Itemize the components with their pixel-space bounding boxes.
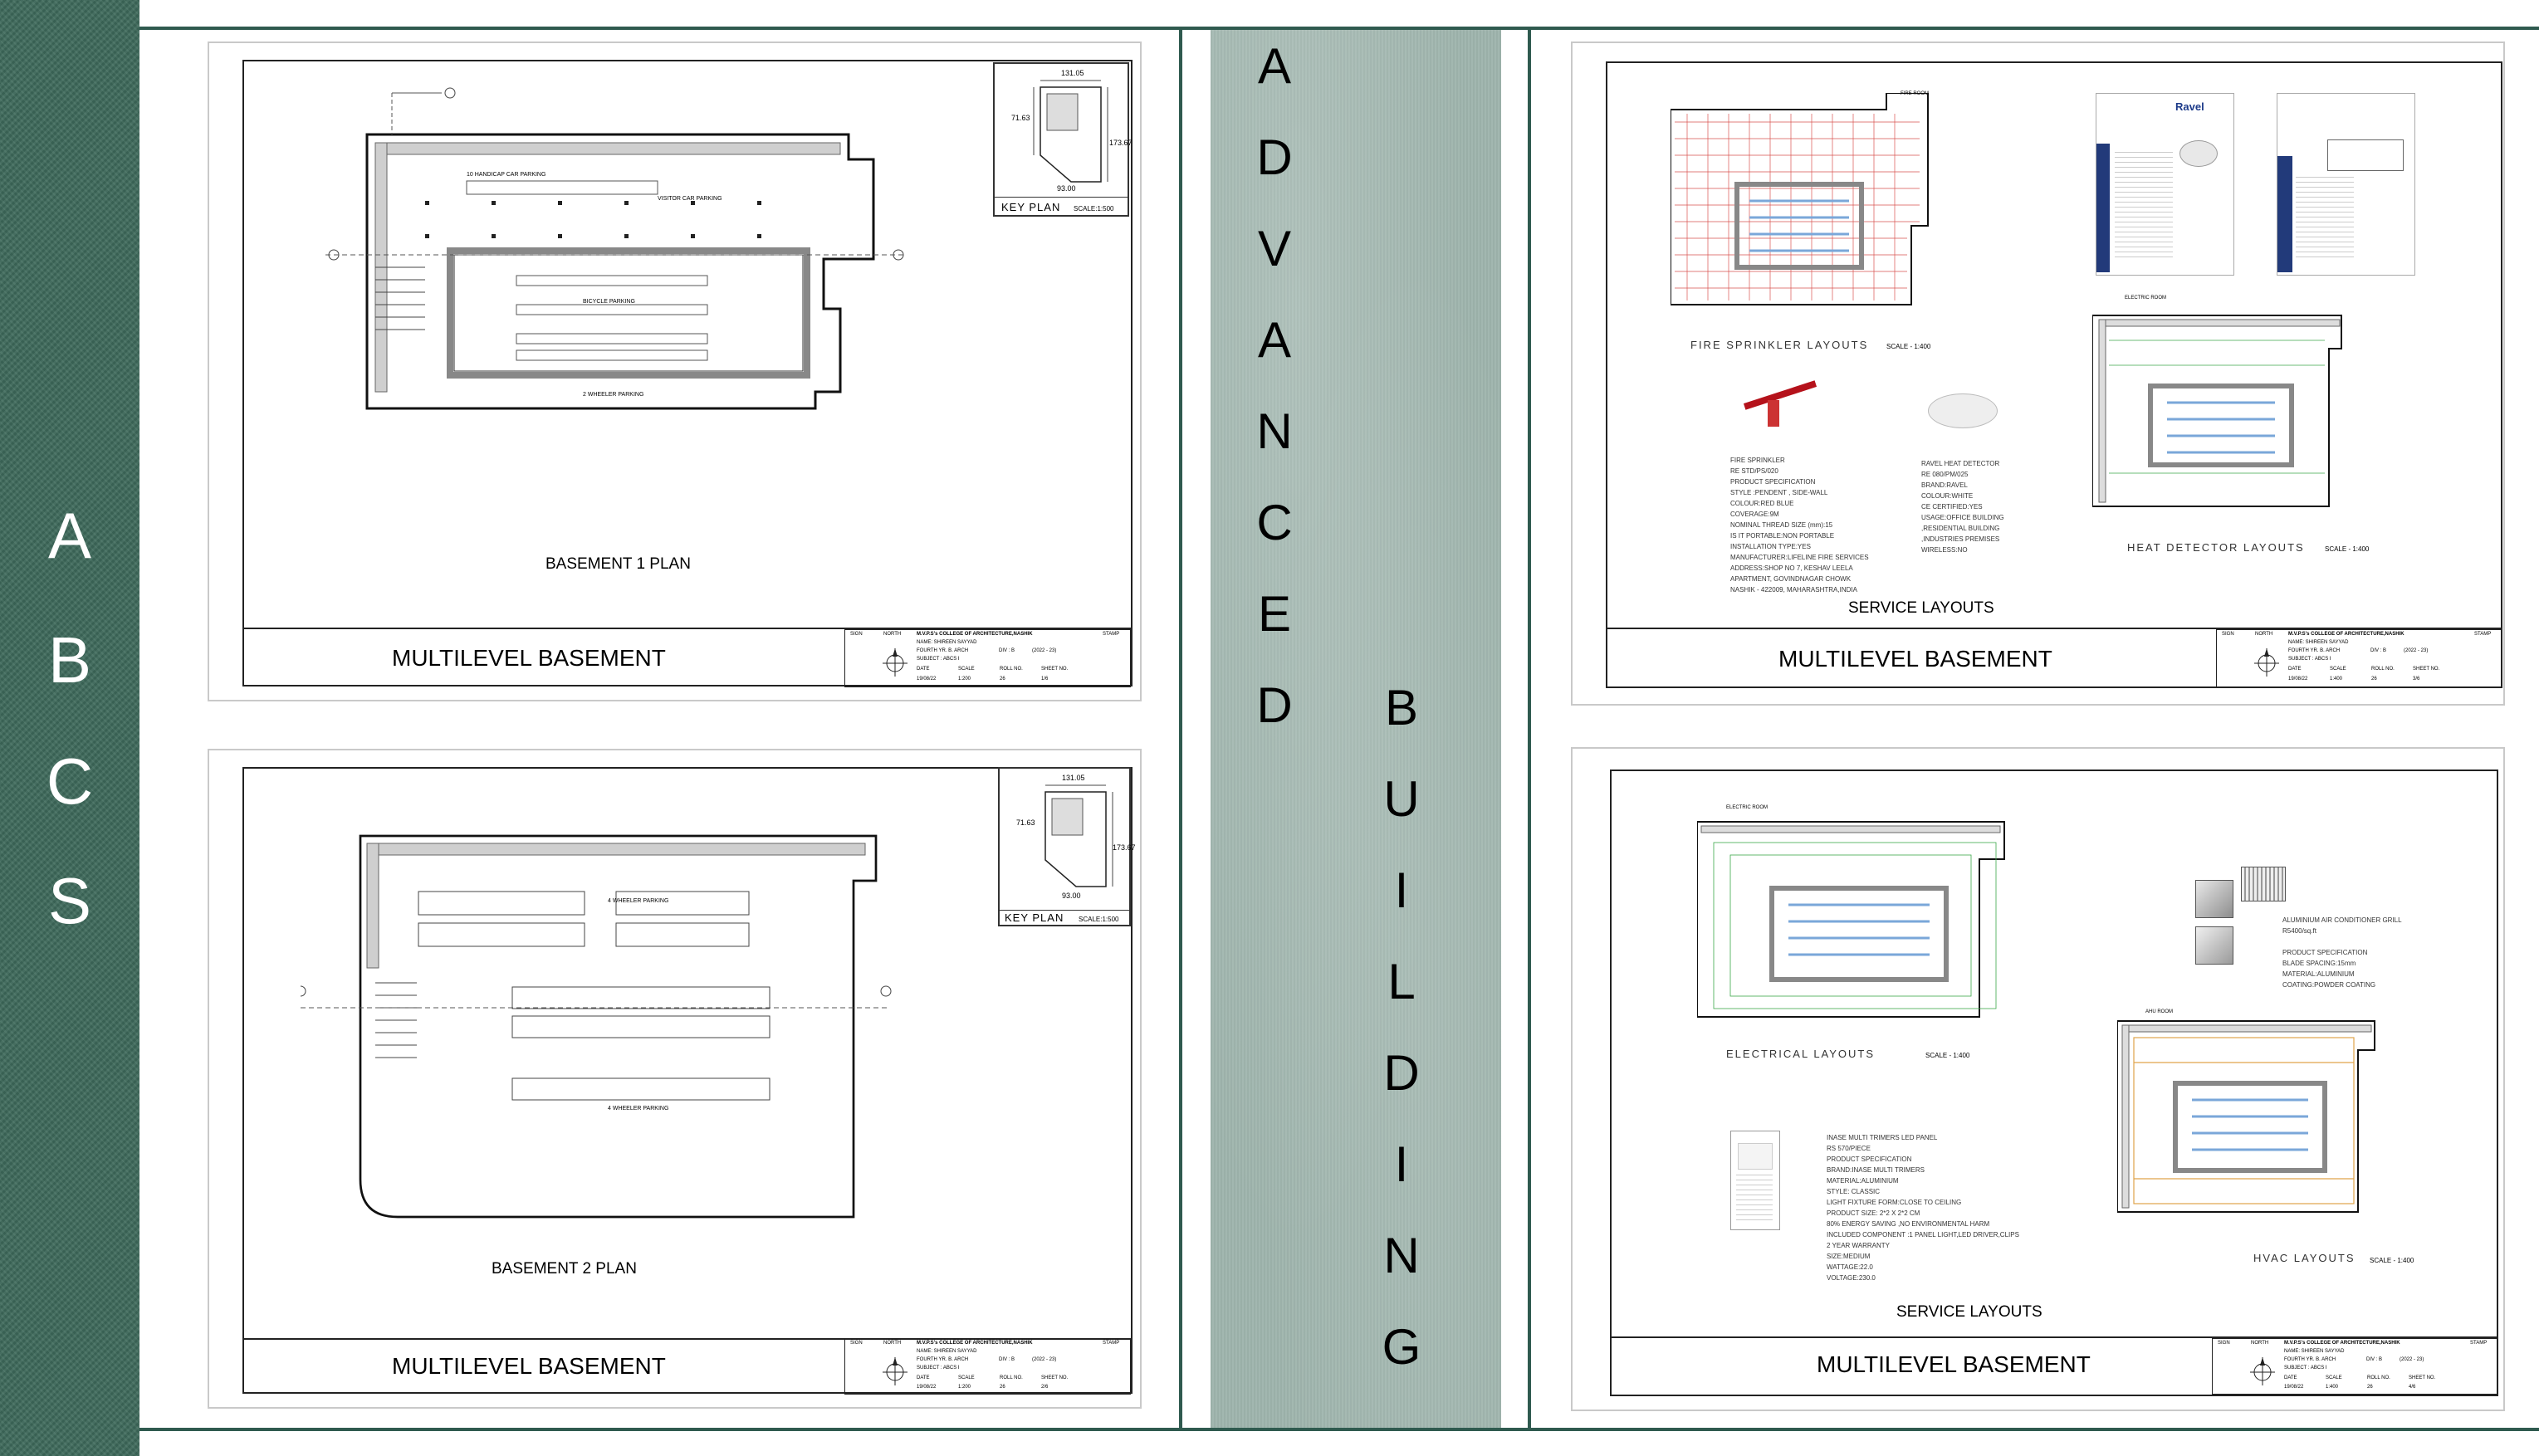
tb-college: M.V.P.S's COLLEGE OF ARCHITECTURE,NASHIK [2288,632,2404,637]
left-side-band [0,0,139,1456]
sprinkler-head [1768,400,1779,427]
heat-detector-plan [2092,307,2358,515]
led-panel-datasheet [1730,1131,1780,1230]
hvac-caption: HVAC LAYOUTS [2253,1252,2356,1264]
tb-north: NORTH [2251,1341,2269,1346]
building-letter: U [1383,771,1420,827]
plan-label: BASEMENT 1 PLAN [545,555,691,573]
tb-scale-value: 1:200 [958,1385,971,1390]
advanced-letter: D [1256,129,1293,185]
tb-subject: SUBJECT : ABCS I [917,657,960,662]
building-letter: G [1382,1319,1421,1375]
building-letter: D [1383,1045,1420,1101]
grill-spec: ALUMINIUM AIR CONDITIONER GRILL R5400/sq.ft PRODUCT SPECIFICATION BLADE SPACING:15mm MATERIAL:ALUMINIUM COATING:POWDER COATING [2282,916,2402,989]
tb-sheet-no: SHEET NO. [2409,1375,2436,1380]
tb-sheet-value: 3/6 [2413,677,2420,682]
brand-logo: Ravel [2175,100,2204,113]
datasheet-text [1736,1175,1773,1220]
sprinkler-spec: FIRE SPRINKLER RE STD/PS/020 PRODUCT SPECIFICATION STYLE :PENDENT , SIDE-WALL COLOUR:RED BLUE COVERAGE:9M NOMINAL THREAD SIZE (mm):15 IS IT PORTABLE:NON PORTABLE INSTALLATION TYPE:YES MANUFACTURER:LIFELINE FIRE SERVICES ADDRESS:SHOP NO 7, KESHAV LEELA APARTMENT, GOVINDNAGAR CHOWK NASHIK - 422009, MAHARASHTRA,INDIA [1730,457,1869,594]
title-block [844,629,1131,687]
advanced-letter: D [1256,677,1293,733]
tb-div: DIV : B [2370,648,2387,653]
tb-subject: SUBJECT : ABCS I [917,1366,960,1370]
detector-body [1928,393,1998,428]
tb-year: FOURTH YR. B. ARCH [917,648,969,653]
sheet-title: MULTILEVEL BASEMENT [392,1353,666,1379]
building-letter: I [1394,862,1409,918]
tb-session: (2022 - 23) [1032,648,1057,653]
sprinkler-photo [1739,384,1822,446]
tb-scale-value: 1:400 [2326,1385,2339,1390]
tb-date: DATE [917,667,930,672]
building-letter: B [1384,680,1419,735]
tb-div: DIV : B [999,648,1015,653]
annotation: 2 WHEELER PARKING [583,392,644,398]
abcs-letter: B [47,623,92,696]
tb-roll-value: 26 [2367,1385,2373,1390]
tb-roll-value: 26 [2371,677,2377,682]
heat-detector-caption: HEAT DETECTOR LAYOUTS [2127,541,2305,554]
tb-div: DIV : B [999,1357,1015,1362]
grill-photo-1 [2195,880,2233,918]
grill-photo-3 [2195,926,2233,965]
fire-room-label: FIRE ROOM [1901,91,1929,96]
key-plan-divider [995,197,1128,198]
detector-datasheet [2096,93,2234,276]
electric-room-label: ELECTRIC ROOM [1726,805,1768,810]
tb-college: M.V.P.S's COLLEGE OF ARCHITECTURE,NASHIK [2284,1341,2400,1346]
advanced-letter: A [1257,312,1292,368]
tb-sheet-value: 4/6 [2409,1385,2416,1390]
datasheet-stripe [2277,156,2292,272]
tb-year: FOURTH YR. B. ARCH [2284,1357,2336,1362]
building-letter: I [1394,1136,1409,1192]
north-arrow-icon [883,1354,907,1387]
tb-scale: SCALE [958,667,975,672]
key-plan-scale: SCALE:1:500 [1074,205,1114,213]
tb-session: (2022 - 23) [2400,1357,2424,1362]
annotation: VISITOR CAR PARKING [658,196,722,202]
tb-sign: SIGN [850,1341,863,1346]
tb-date: DATE [2284,1375,2297,1380]
service-label: SERVICE LAYOUTS [1848,599,1994,617]
tb-date: DATE [917,1375,930,1380]
tb-sign: SIGN [2222,632,2234,637]
bottom-rule [139,1428,2539,1431]
grill-photo-2 [2241,867,2286,901]
key-plan-scale: SCALE:1:500 [1079,916,1119,923]
tb-sheet-value: 2/6 [1041,1385,1049,1390]
tb-stamp: STAMP [1103,1341,1120,1346]
tb-subject: SUBJECT : ABCS I [2288,657,2331,662]
dim-left: 71.63 [1011,114,1030,122]
hvac-plan [2117,1013,2391,1237]
basement-1-floor-plan [325,76,907,508]
tb-date-value: 19/08/22 [2288,677,2308,682]
tb-college: M.V.P.S's COLLEGE OF ARCHITECTURE,NASHIK [917,1341,1033,1346]
datasheet-text [2296,177,2354,260]
tb-sheet-no: SHEET NO. [1041,667,1069,672]
tb-stamp: STAMP [2474,632,2492,637]
datasheet-text [2115,152,2173,260]
dim-bottom: 93.00 [1057,184,1076,193]
title-block [2216,629,2502,687]
tb-date-value: 19/08/22 [917,1385,937,1390]
sheet-service-1 [1571,42,2505,706]
service-label: SERVICE LAYOUTS [1896,1303,2042,1321]
sheet-basement-2 [208,749,1142,1409]
detector-diagram [2327,139,2404,171]
sheet-title: MULTILEVEL BASEMENT [392,645,666,671]
tb-stamp: STAMP [1103,632,1120,637]
heat-detector-photo [1921,385,2004,442]
advanced-letter: A [1257,38,1292,94]
led-panel-photo [1738,1143,1773,1170]
electrical-plan [1697,805,2013,1021]
key-plan-label: KEY PLAN [1001,201,1061,213]
tb-scale-value: 1:400 [2330,677,2343,682]
tb-scale: SCALE [958,1375,975,1380]
tb-north: NORTH [883,632,902,637]
tb-sheet-no: SHEET NO. [2413,667,2440,672]
detector-photo [2179,140,2218,167]
dim-right: 173.67 [1113,843,1136,852]
dim-left: 71.63 [1016,818,1035,827]
north-arrow-icon [2254,645,2279,678]
dim-right: 173.67 [1109,139,1133,147]
dim-top: 131.05 [1062,774,1085,782]
hvac-scale: SCALE - 1:400 [2370,1257,2414,1264]
tb-sheet-no: SHEET NO. [1041,1375,1069,1380]
tb-date-value: 19/08/22 [2284,1385,2304,1390]
sheet-title: MULTILEVEL BASEMENT [1778,646,2052,672]
electric-room-label: ELECTRIC ROOM [2125,296,2167,300]
plan-label: BASEMENT 2 PLAN [492,1260,637,1278]
annotation: 4 WHEELER PARKING [608,1106,669,1112]
fire-sprinkler-plan [1671,93,1945,309]
abcs-letter: A [47,499,92,572]
divider-left [1179,30,1182,1428]
advanced-letter: E [1257,586,1292,642]
tb-scale-value: 1:200 [958,677,971,682]
north-arrow-icon [2250,1354,2275,1387]
tb-college: M.V.P.S's COLLEGE OF ARCHITECTURE,NASHIK [917,632,1033,637]
north-arrow-icon [883,645,907,678]
annotation: 4 WHEELER PARKING [608,898,669,904]
tb-sign: SIGN [850,632,863,637]
title-block [844,1338,1131,1395]
tb-session: (2022 - 23) [2404,648,2429,653]
fire-sprinkler-caption: FIRE SPRINKLER LAYOUTS [1690,339,1869,351]
tb-div: DIV : B [2366,1357,2383,1362]
key-plan-drawing [1000,769,1129,906]
dim-top: 131.05 [1061,69,1084,77]
datasheet-stripe [2096,144,2110,272]
sheet-basement-1 [208,42,1142,701]
advanced-letter: N [1256,403,1293,459]
key-plan [993,62,1133,217]
ahu-room-label: AHU ROOM [2145,1009,2173,1014]
tb-year: FOURTH YR. B. ARCH [2288,648,2341,653]
tb-roll: ROLL NO. [1000,667,1023,672]
pipe-shape [1744,380,1817,409]
tb-north: NORTH [2255,632,2273,637]
key-plan [998,767,1136,926]
building-letter: L [1387,954,1416,1009]
electrical-scale: SCALE - 1:400 [1925,1052,1970,1059]
tb-roll-value: 26 [1000,677,1005,682]
tb-scale: SCALE [2326,1375,2342,1380]
tb-roll: ROLL NO. [2367,1375,2390,1380]
detector-spec-sheet [2277,93,2415,276]
tb-north: NORTH [883,1341,902,1346]
tb-stamp: STAMP [2470,1341,2488,1346]
led-panel-spec: INASE MULTI TRIMERS LED PANEL RS 570/PIECE PRODUCT SPECIFICATION BRAND:INASE MULTI TRIMERS MATERIAL:ALUMINIUM STYLE: CLASSIC LIGHT FIXTURE FORM:CLOSE TO CEILING PRODUCT SIZE: 2*2 X 2*2 CM 80% ENERGY SAVING ,NO ENVIRONMENTAL HARM INCLUDED COMPONENT :1 PANEL LIGHT,LED DRIVER,CLIPS 2 YEAR WARRANTY SIZE:MEDIUM WATTAGE:22.0 VOLTAGE:230.0 [1827,1134,2019,1282]
key-plan-label: KEY PLAN [1005,911,1064,924]
basement-2-floor-plan [301,784,898,1232]
abcs-letter: C [46,745,94,818]
building-letter: N [1383,1228,1420,1283]
tb-roll: ROLL NO. [2371,667,2395,672]
tb-name: NAME: SHIREEN SAYYAD [917,640,977,645]
title-block [2212,1338,2498,1395]
key-plan-divider [1000,910,1129,911]
tb-sheet-value: 1/6 [1041,677,1049,682]
advanced-letter: C [1256,495,1293,550]
electrical-caption: ELECTRICAL LAYOUTS [1726,1048,1876,1060]
tb-name: NAME: SHIREEN SAYYAD [2284,1349,2345,1354]
tb-name: NAME: SHIREEN SAYYAD [917,1349,977,1354]
tb-roll: ROLL NO. [1000,1375,1023,1380]
abcs-letter: S [47,864,92,937]
fire-sprinkler-scale: SCALE - 1:400 [1886,343,1931,350]
tb-date: DATE [2288,667,2302,672]
tb-date-value: 19/08/22 [917,677,937,682]
divider-right [1528,30,1531,1428]
annotation: 10 HANDICAP CAR PARKING [467,172,546,178]
tb-sign: SIGN [2218,1341,2230,1346]
key-plan-drawing [995,64,1128,197]
tb-year: FOURTH YR. B. ARCH [917,1357,969,1362]
sheet-service-2 [1571,747,2505,1411]
sheet-title: MULTILEVEL BASEMENT [1817,1351,2091,1377]
annotation: BICYCLE PARKING [583,299,635,305]
tb-roll-value: 26 [1000,1385,1005,1390]
tb-scale: SCALE [2330,667,2346,672]
dim-bottom: 93.00 [1062,892,1081,900]
heat-detector-scale: SCALE - 1:400 [2325,545,2370,553]
advanced-letter: V [1257,221,1292,276]
tb-subject: SUBJECT : ABCS I [2284,1366,2327,1370]
detector-spec: RAVEL HEAT DETECTOR RE 080/PM/025 BRAND:RAVEL COLOUR:WHITE CE CERTIFIED:YES USAGE:OFFICE BUILDING ,RESIDENTIAL BUILDING ,INDUSTRIES PREMISES WIRELESS:NO [1921,460,2004,554]
tb-name: NAME: SHIREEN SAYYAD [2288,640,2349,645]
tb-session: (2022 - 23) [1032,1357,1057,1362]
